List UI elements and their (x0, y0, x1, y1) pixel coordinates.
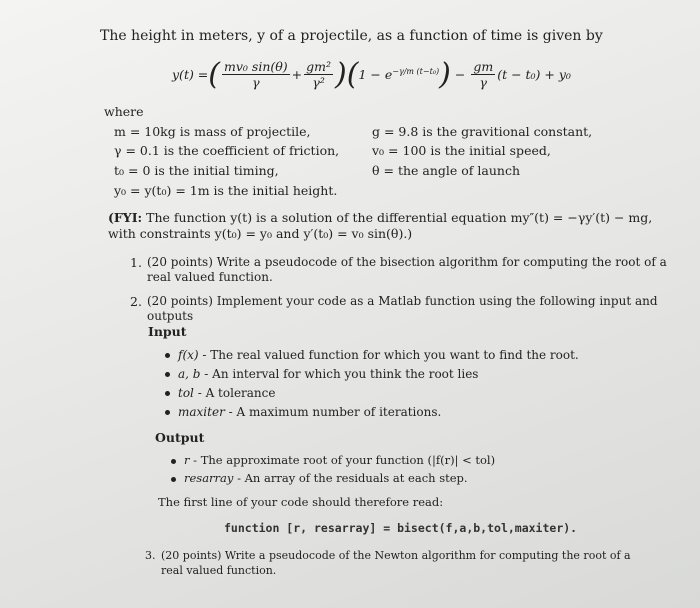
q1-line-1: (20 points) Write a pseudocode of the bisection algorithm for computing the root of a (147, 255, 667, 269)
param-initial-time: t₀ = 0 is the initial timing, (114, 163, 279, 178)
fyi-line-1 (108, 210, 652, 225)
bullet-icon (171, 459, 176, 464)
q3-line-1: (20 points) Write a pseudocode of the Newton algorithm for computing the root of a (161, 549, 631, 562)
first-line-text: The first line of your code should therefore read: (158, 495, 444, 509)
input-desc: - A maximum number of iterations. (224, 405, 442, 419)
output-desc: - An array of the residuals at each step. (233, 471, 468, 485)
input-item (165, 386, 275, 401)
paren: ) (335, 56, 347, 92)
input-name: f(x) (178, 348, 199, 362)
q2-line-2: outputs (147, 309, 194, 323)
paren: ) (439, 56, 451, 92)
output-item (171, 471, 468, 486)
intro-text: The height in meters, y of a projectile, as a function of time is given by (100, 28, 603, 44)
plus: + (291, 66, 303, 82)
denominator: γ² (312, 74, 325, 90)
minus: − (454, 66, 466, 82)
numerator: gm (473, 58, 494, 74)
paren: ( (208, 56, 221, 92)
output-heading: Output (155, 430, 205, 445)
q1-number: 1. (130, 255, 142, 270)
param-angle: θ = the angle of launch (372, 163, 520, 178)
fyi-line-2: with constraints y(t₀) = y₀ and y′(t₀) = v₀ sin(θ).) (108, 226, 413, 241)
q3-number: 3. (145, 549, 156, 562)
output-desc: - The approximate root of your function (|f(r)| < tol) (189, 453, 496, 467)
denominator: γ (252, 74, 260, 90)
param-speed: v₀ = 100 is the initial speed, (372, 143, 551, 158)
input-item (165, 348, 579, 363)
output-name: resarray (184, 471, 234, 485)
q1-line-2: real valued function. (147, 270, 273, 284)
bullet-icon (165, 353, 170, 358)
input-name: a, b (178, 367, 201, 381)
input-name: tol (178, 386, 194, 400)
fyi-text: The function y(t) is a solution of the differential equation my″(t) = −γy′(t) − mg, (146, 210, 653, 225)
fyi-label: (FYI: (108, 210, 143, 225)
input-item (165, 367, 478, 382)
exp-term: 1 − e (358, 66, 393, 82)
bullet-icon (165, 410, 170, 415)
q2-number: 2. (130, 294, 142, 309)
input-desc: - A tolerance (193, 386, 276, 400)
param-gravity: g = 9.8 is the gravitional constant, (372, 124, 593, 139)
equation-tail: (t − t₀) + y₀ (497, 66, 571, 82)
output-name: r (184, 453, 190, 467)
input-item (165, 405, 441, 420)
height-equation (172, 52, 571, 96)
numerator: mv₀ sin(θ) (224, 58, 288, 74)
param-initial-height: y₀ = y(t₀) = 1m is the initial height. (114, 183, 338, 198)
equation-lhs: y(t) = (172, 66, 209, 82)
numerator: gm² (306, 58, 332, 74)
input-desc: - An interval for which you think the root lies (200, 367, 479, 381)
fraction-3 (471, 59, 495, 90)
input-name: maxiter (178, 405, 225, 419)
where-label: where (104, 104, 144, 119)
bullet-icon (165, 372, 170, 377)
code-line: function [r, resarray] = bisect(f,a,b,tol,maxiter). (224, 521, 578, 535)
exp-superscript: −γ/m (t−t₀) (392, 67, 440, 76)
output-item (171, 453, 495, 468)
param-mass: m = 10kg is mass of projectile, (114, 124, 311, 139)
input-desc: - The real valued function for which you want to find the root. (198, 348, 579, 362)
fraction-2 (304, 59, 333, 90)
denominator: γ (479, 74, 488, 90)
paren: ( (346, 56, 359, 92)
fraction-1 (222, 59, 290, 90)
q3-line-2: real valued function. (161, 564, 277, 577)
q2-line-1: (20 points) Implement your code as a Matlab function using the following input and (147, 294, 658, 308)
input-heading: Input (148, 324, 187, 339)
param-friction: γ = 0.1 is the coefficient of friction, (114, 143, 340, 158)
bullet-icon (171, 477, 176, 482)
bullet-icon (165, 391, 170, 396)
